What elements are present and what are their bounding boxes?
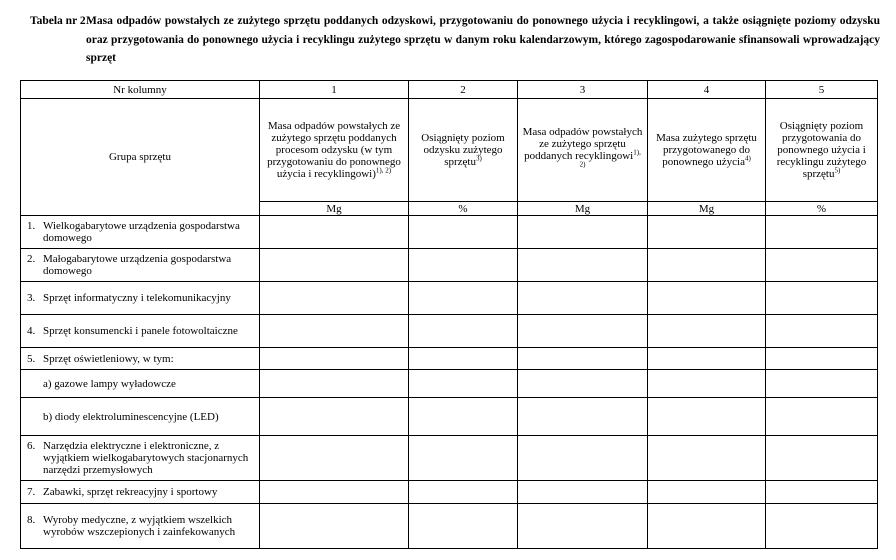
row-label xyxy=(21,481,260,504)
data-cell[interactable] xyxy=(409,216,518,249)
row-number: 5. xyxy=(27,352,36,365)
data-cell[interactable] xyxy=(766,504,878,549)
table-caption xyxy=(30,12,880,68)
table-row xyxy=(21,216,878,249)
data-cell[interactable] xyxy=(260,504,409,549)
data-cell[interactable] xyxy=(409,481,518,504)
data-cell[interactable] xyxy=(648,348,766,370)
table-row xyxy=(21,249,878,282)
data-cell[interactable] xyxy=(648,282,766,315)
data-cell[interactable] xyxy=(260,370,409,398)
data-cell[interactable] xyxy=(766,398,878,436)
row-label xyxy=(21,315,260,348)
data-cell[interactable] xyxy=(766,481,878,504)
row-label xyxy=(21,436,260,481)
group-header: Grupa sprzętu xyxy=(21,99,260,216)
column-header-2: Osiągnięty poziom odzysku zużytego sprzętu$^{3)}$ xyxy=(409,99,518,202)
column-header-3: Masa odpadów powstałych ze zużytego sprzętu poddanych recyklingowi$^{1), 2)}$ xyxy=(518,99,648,202)
data-cell[interactable] xyxy=(766,348,878,370)
row-label xyxy=(21,398,260,436)
row-text: Sprzęt oświetleniowy, w tym: xyxy=(43,352,174,365)
data-cell[interactable] xyxy=(409,315,518,348)
data-cell[interactable] xyxy=(518,282,648,315)
data-cell[interactable] xyxy=(409,504,518,549)
row-number: 6. xyxy=(27,440,36,452)
data-cell[interactable] xyxy=(260,481,409,504)
data-cell[interactable] xyxy=(518,370,648,398)
data-cell[interactable] xyxy=(518,216,648,249)
data-cell[interactable] xyxy=(518,504,648,549)
table-row xyxy=(21,370,878,398)
row-text: Zabawki, sprzęt rekreacyjny i sportowy xyxy=(43,486,218,498)
col-number-1: 1 xyxy=(260,81,409,99)
row-label xyxy=(21,216,260,249)
row-number: 4. xyxy=(27,325,36,337)
data-cell[interactable] xyxy=(518,436,648,481)
row-number: 2. xyxy=(27,253,36,265)
row-label xyxy=(21,282,260,315)
data-cell[interactable] xyxy=(409,348,518,370)
data-cell[interactable] xyxy=(648,504,766,549)
data-cell[interactable] xyxy=(766,282,878,315)
row-number: 7. xyxy=(27,486,36,498)
row-text: Małogabarytowe urządzenia gospodarstwa domowego xyxy=(43,253,232,277)
column-header-1: Masa odpadów powstałych ze zużytego sprzętu poddanych procesom odzysku (w tym przygotowaniu do ponownego użycia i recyklingowi)$^{1), 2)}$ xyxy=(260,99,409,202)
row-text: b) diody elektroluminescencyjne (LED) xyxy=(43,410,219,423)
data-cell[interactable] xyxy=(766,315,878,348)
data-cell[interactable] xyxy=(260,348,409,370)
data-cell[interactable] xyxy=(260,249,409,282)
data-cell[interactable] xyxy=(409,436,518,481)
row-label xyxy=(21,370,260,398)
caption-label: Tabela nr 2 xyxy=(30,15,86,27)
col-number-2: 2 xyxy=(409,81,518,99)
row-text: Wielkogabarytowe urządzenia gospodarstwa domowego xyxy=(43,220,240,244)
row-text: Narzędzia elektryczne i elektroniczne, z wyjątkiem wielkogabarytowych stacjonarnych narzędzi przemysłowych xyxy=(43,440,249,476)
row-text: a) gazowe lampy wyładowcze xyxy=(43,377,176,390)
row-label xyxy=(21,249,260,282)
data-cell[interactable] xyxy=(260,436,409,481)
column-header-4: Masa zużytego sprzętu przygotowanego do ponownego użycia$^{4)}$ xyxy=(648,99,766,202)
row-text: Sprzęt informatyczny i telekomunikacyjny xyxy=(43,292,231,304)
table-row xyxy=(21,282,878,315)
unit-5: % xyxy=(766,202,878,216)
data-cell[interactable] xyxy=(648,481,766,504)
data-table xyxy=(20,80,878,549)
unit-4: Mg xyxy=(648,202,766,216)
data-cell[interactable] xyxy=(648,315,766,348)
table-row xyxy=(21,504,878,549)
row-number: 3. xyxy=(27,292,36,304)
data-cell[interactable] xyxy=(409,370,518,398)
data-cell[interactable] xyxy=(766,436,878,481)
data-cell[interactable] xyxy=(260,282,409,315)
data-cell[interactable] xyxy=(518,398,648,436)
row-label xyxy=(21,504,260,549)
column-header-row xyxy=(21,99,878,202)
unit-2: % xyxy=(409,202,518,216)
unit-1: Mg xyxy=(260,202,409,216)
table-row xyxy=(21,436,878,481)
col-number-4: 4 xyxy=(648,81,766,99)
unit-3: Mg xyxy=(518,202,648,216)
table-row xyxy=(21,315,878,348)
caption-text: Masa odpadów powstałych ze zużytego sprzętu poddanych odzyskowi, przygotowaniu do ponownego użycia i recyklingowi, a także osiągnięte poziomy odzysku oraz przygotowania do ponownego użycia i recyklingu zużytego sprzętu w danym roku kalendarzowym, którego zagospodarowanie sfinansowali wprowadzający sprzęt xyxy=(86,15,880,64)
row-text: Wyroby medyczne, z wyjątkiem wszelkich wyrobów wszczepionych i zainfekowanych xyxy=(43,514,236,538)
column-header-5: Osiągnięty poziom przygotowania do ponownego użycia i recyklingu zużytego sprzętu$^{5)}$ xyxy=(766,99,878,202)
data-cell[interactable] xyxy=(518,315,648,348)
data-cell[interactable] xyxy=(409,282,518,315)
col-number-3: 3 xyxy=(518,81,648,99)
data-cell[interactable] xyxy=(648,216,766,249)
data-cell[interactable] xyxy=(766,370,878,398)
row-text: Sprzęt konsumencki i panele fotowoltaiczne xyxy=(43,325,238,337)
data-cell[interactable] xyxy=(518,481,648,504)
row-number: 8. xyxy=(27,514,36,526)
col-number-5: 5 xyxy=(766,81,878,99)
data-cell[interactable] xyxy=(648,398,766,436)
data-cell[interactable] xyxy=(648,370,766,398)
data-cell[interactable] xyxy=(518,348,648,370)
data-cell[interactable] xyxy=(648,436,766,481)
table-row xyxy=(21,398,878,436)
nr-kolumny-label: Nr kolumny xyxy=(21,81,260,99)
data-cell[interactable] xyxy=(518,249,648,282)
table-row xyxy=(21,481,878,504)
row-label xyxy=(21,348,260,370)
data-cell[interactable] xyxy=(409,249,518,282)
data-cell[interactable] xyxy=(260,398,409,436)
row-number: 1. xyxy=(27,220,36,232)
data-cell[interactable] xyxy=(766,249,878,282)
data-cell[interactable] xyxy=(260,315,409,348)
data-cell[interactable] xyxy=(766,216,878,249)
data-cell[interactable] xyxy=(260,216,409,249)
data-cell[interactable] xyxy=(648,249,766,282)
column-number-row xyxy=(21,81,878,99)
data-cell[interactable] xyxy=(409,398,518,436)
table-row xyxy=(21,348,878,370)
table-body xyxy=(21,216,878,549)
